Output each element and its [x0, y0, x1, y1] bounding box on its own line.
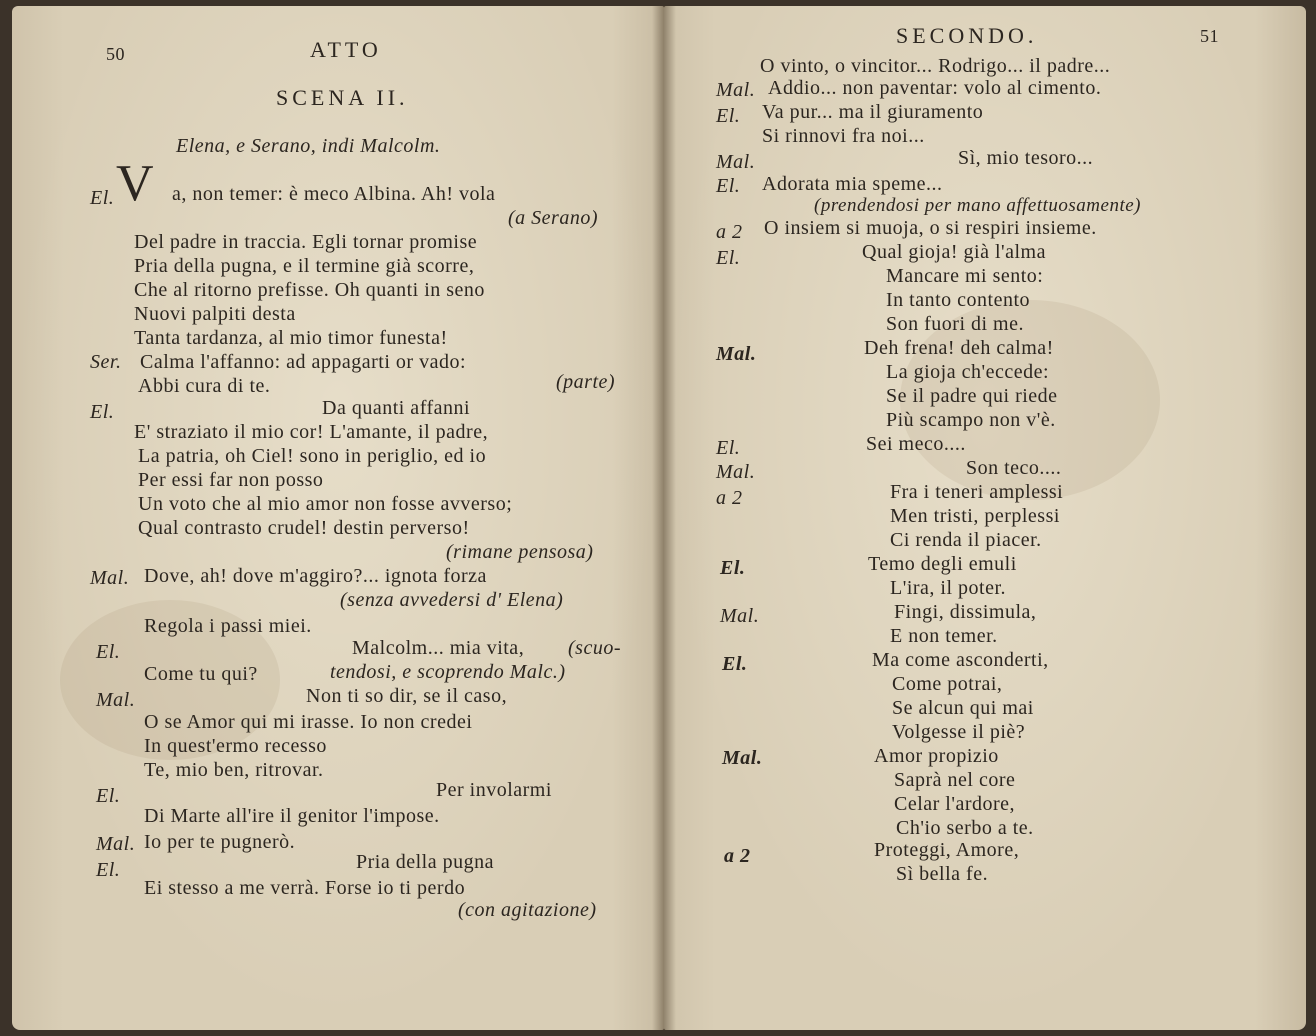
speaker: Mal. [96, 833, 136, 855]
verse-line: Ci renda il piacer. [890, 529, 1042, 551]
verse-line: Un voto che al mio amor non fosse avverso; [138, 493, 513, 515]
verse-line: Men tristi, perplessi [890, 505, 1060, 527]
speaker: Mal. [716, 151, 756, 173]
verse-line: Se alcun qui mai [892, 697, 1034, 719]
verse-line: Saprà nel core [894, 769, 1016, 791]
verse-line: Qual contrasto crudel! destin perverso! [138, 517, 470, 539]
speaker: El. [96, 785, 121, 807]
verse-line: In tanto contento [886, 289, 1031, 311]
verse-line: Per involarmi [436, 779, 552, 801]
verse-line: La patria, oh Ciel! sono in periglio, ed io [138, 445, 487, 467]
verse-line: Ma come asconderti, [872, 649, 1049, 671]
verse-line: Per essi far non posso [138, 469, 324, 491]
stage-direction: (a Serano) [508, 207, 598, 229]
verse-line: Che al ritorno prefisse. Oh quanti in seno [134, 279, 485, 301]
speaker: Mal. [720, 605, 760, 627]
verse-line: O insiem si muoja, o si respiri insieme. [764, 217, 1097, 239]
verse-line: La gioja ch'eccede: [886, 361, 1050, 383]
verse-line: Di Marte all'ire il genitor l'impose. [144, 805, 440, 827]
speaker: El. [716, 437, 741, 459]
verse-line: Pria della pugna [356, 851, 494, 873]
verse-line: Se il padre qui riede [886, 385, 1058, 407]
stage-direction: (scuo- [568, 637, 621, 659]
stage-direction: (senza avvedersi d' Elena) [340, 589, 564, 611]
speaker: a 2 [716, 487, 743, 509]
verse-line: Temo degli emuli [868, 553, 1017, 575]
right-running-head: SECONDO. [896, 23, 1038, 48]
speaker: El. [716, 105, 741, 127]
verse-line: O vinto, o vincitor... Rodrigo... il padre... [760, 55, 1111, 77]
verse-line: Proteggi, Amore, [874, 839, 1020, 861]
verse-line: L'ira, il poter. [890, 577, 1007, 599]
verse-line: Come tu qui? [144, 663, 258, 685]
speaker: El. [96, 641, 121, 663]
verse-line: Si rinnovi fra noi... [762, 125, 925, 147]
verse-line: a, non temer: è meco Albina. Ah! vola [172, 183, 496, 205]
stage-direction: (parte) [556, 371, 616, 393]
speaker: Mal. [90, 567, 130, 589]
verse-line: E non temer. [890, 625, 998, 647]
verse-line: Calma l'affanno: ad appagarti or vado: [140, 351, 467, 373]
verse-line: Tanta tardanza, al mio timor funesta! [134, 327, 448, 349]
speaker: El. [90, 187, 115, 209]
verse-line: Regola i passi miei. [144, 615, 312, 637]
verse-line: Abbi cura di te. [138, 375, 271, 397]
speaker: El. [720, 557, 746, 579]
verse-line: Amor propizio [874, 745, 999, 767]
speaker: El. [716, 175, 741, 197]
verse-line: Qual gioja! già l'alma [862, 241, 1046, 263]
scene-characters: Elena, e Serano, indi Malcolm. [176, 135, 441, 157]
verse-line: O se Amor qui mi irasse. Io non credei [144, 711, 473, 733]
verse-line: Io per te pugnerò. [144, 831, 296, 853]
scene-title: SCENA II. [276, 85, 409, 110]
speaker: Mal. [96, 689, 136, 711]
verse-line: Nuovi palpiti desta [134, 303, 296, 325]
verse-line: Pria della pugna, e il termine già scorre, [134, 255, 475, 277]
speaker: El. [716, 247, 741, 269]
stage-direction: (con agitazione) [458, 899, 597, 921]
speaker: a 2 [724, 845, 751, 867]
left-running-head: ATTO [310, 37, 382, 62]
verse-line: Addio... non paventar: volo al cimento. [768, 77, 1102, 99]
stage-direction: tendosi, e scoprendo Malc.) [330, 661, 566, 683]
verse-line: Fingi, dissimula, [894, 601, 1037, 623]
speaker: Mal. [716, 461, 756, 483]
verse-line: Sei meco.... [866, 433, 966, 455]
verse-line: Sì bella fe. [896, 863, 989, 885]
left-page-number: 50 [106, 44, 125, 64]
speaker: a 2 [716, 221, 743, 243]
verse-line: Come potrai, [892, 673, 1003, 695]
speaker: El. [90, 401, 115, 423]
verse-line: Più scampo non v'è. [886, 409, 1056, 431]
verse-line: Va pur... ma il giuramento [762, 101, 984, 123]
verse-line: Dove, ah! dove m'aggiro?... ignota forza [144, 565, 487, 587]
verse-line: Sì, mio tesoro... [958, 147, 1094, 169]
verse-line: E' straziato il mio cor! L'amante, il padre, [134, 421, 489, 443]
verse-line: Volgesse il piè? [892, 721, 1026, 743]
verse-line: Ch'io serbo a te. [896, 817, 1034, 839]
verse-line: Malcolm... mia vita, [352, 637, 525, 659]
speaker: Ser. [90, 351, 122, 373]
speaker: El. [96, 859, 121, 881]
verse-line: Te, mio ben, ritrovar. [144, 759, 324, 781]
verse-line: Son fuori di me. [886, 313, 1024, 335]
verse-line: Son teco.... [966, 457, 1062, 479]
verse-line: Da quanti affanni [322, 397, 471, 419]
verse-line: Non ti so dir, se il caso, [306, 685, 508, 707]
verse-line: Deh frena! deh calma! [864, 337, 1054, 359]
verse-line: In quest'ermo recesso [144, 735, 327, 757]
speaker: El. [722, 653, 748, 675]
speaker: Mal. [722, 747, 763, 769]
speaker: Mal. [716, 343, 757, 365]
verse-line: Ei stesso a me verrà. Forse io ti perdo [144, 877, 466, 899]
drop-cap: V [116, 155, 154, 212]
verse-line: Adorata mia speme... [762, 173, 943, 195]
speaker: Mal. [716, 79, 756, 101]
verse-line: Fra i teneri amplessi [890, 481, 1064, 503]
book-gutter [652, 6, 676, 1030]
stage-direction: (prendendosi per mano affettuosamente) [814, 195, 1141, 216]
right-page-number: 51 [1200, 26, 1219, 46]
verse-line: Mancare mi sento: [886, 265, 1044, 287]
verse-line: Celar l'ardore, [894, 793, 1016, 815]
verse-line: Del padre in traccia. Egli tornar promise [134, 231, 478, 253]
stage-direction: (rimane pensosa) [446, 541, 594, 563]
